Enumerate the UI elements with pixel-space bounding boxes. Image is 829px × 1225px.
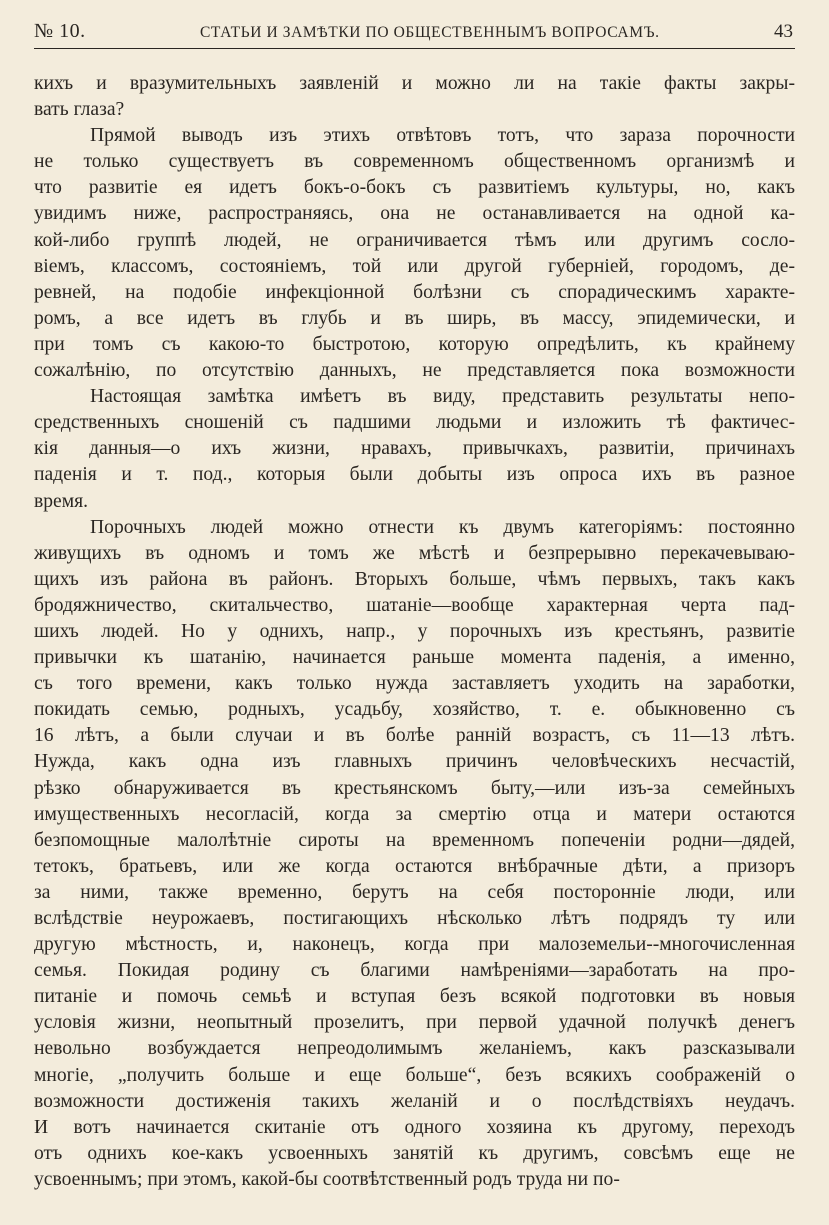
text-line: усвоеннымъ; при этомъ, какой-бы соотвѣтственный родъ труда ни по- <box>34 1168 620 1190</box>
text-line: віемъ, классомъ, состояніемъ, той или другой губерніей, городомъ, де- <box>34 255 795 277</box>
text-line: за ними, также временно, берутъ на себя посторонніе люди, или <box>34 881 795 903</box>
text-line: безпомощные малолѣтніе сироты на временномъ попеченіи родни—дядей, <box>34 829 795 851</box>
running-header <box>34 20 795 49</box>
text-line: средственныхъ сношеній съ падшими людьми и изложить тѣ фактичес- <box>34 412 795 434</box>
text-line: ревней, на подобіе инфекціонной болѣзни съ спорадическимъ характе- <box>34 281 795 303</box>
section-title: СТАТЬИ И ЗАМѢТКИ ПО ОБЩЕСТВЕННЫМЪ ВОПРОСАМЪ. <box>199 24 660 41</box>
text-line: живущихъ въ одномъ и томъ же мѣстѣ и безпрерывно перекачевываю- <box>34 542 795 564</box>
text-line: не только существуетъ въ современномъ общественномъ организмѣ и <box>34 151 795 173</box>
text-line: Порочныхъ людей можно отнести къ двумъ категоріямъ: постоянно <box>90 516 795 538</box>
text-line: увидимъ ниже, распространяясь, она не останавливается на одной ка- <box>34 203 795 225</box>
text-line: 16 лѣтъ, а были случаи и въ болѣе ранній возрастъ, съ 11—13 лѣтъ. <box>34 725 795 747</box>
text-line: рѣзко обнаруживается въ крестьянскомъ быту,—или изъ-за семейныхъ <box>34 777 795 799</box>
paragraph <box>34 123 795 384</box>
text-line: Нужда, какъ одна изъ главныхъ причинъ человѣческихъ несчастій, <box>34 751 795 773</box>
text-line: семья. Покидая родину съ благими намѣреніями—заработать на про- <box>34 960 795 982</box>
text-line: вать глаза? <box>34 99 125 121</box>
text-line: щихъ изъ района въ районъ. Вторыхъ больше, чѣмъ первыхъ, такъ какъ <box>34 568 795 590</box>
text-line: отъ однихъ кое-какъ усвоенныхъ занятій къ другимъ, совсѣмъ еще не <box>34 1142 795 1164</box>
text-line: другую мѣстность, и, наконецъ, когда при малоземельи--многочисленная <box>34 934 795 956</box>
text-line: время. <box>34 490 89 512</box>
article-body <box>34 71 795 1193</box>
text-line: покидать семью, родныхъ, усадьбу, хозяйство, т. е. обыкновенно съ <box>34 699 795 721</box>
issue-number: № 10. <box>34 20 86 42</box>
page-number: 43 <box>774 21 793 42</box>
text-line: И вотъ начинается скитаніе отъ одного хозяина къ другому, переходъ <box>34 1116 795 1138</box>
text-line: кія данныя—о ихъ жизни, нравахъ, привычкахъ, развитіи, причинахъ <box>34 438 795 460</box>
text-line: съ того времени, какъ только нужда заставляетъ уходить на заработки, <box>34 673 795 695</box>
text-line: кихъ и вразумительныхъ заявленій и можно ли на такіе факты закры- <box>34 73 795 94</box>
paragraph <box>34 71 795 123</box>
text-line: многіе, „получить больше и еще больше“, безъ всякихъ соображеній о <box>34 1064 795 1086</box>
text-line: что развитіе ея идетъ бокъ-о-бокъ съ развитіемъ культуры, но, какъ <box>34 177 795 199</box>
text-line: Прямой выводъ изъ этихъ отвѣтовъ тотъ, что зараза порочности <box>90 125 795 147</box>
text-line: невольно возбуждается непреодолимымъ желаніемъ, какъ разсказывали <box>34 1038 795 1060</box>
text-line: шихъ людей. Но у однихъ, напр., у порочныхъ изъ крестьянъ, развитіе <box>34 620 795 642</box>
text-line: тетокъ, братьевъ, или же когда остаются внѣбрачные дѣти, а призоръ <box>34 855 795 877</box>
text-line: бродяжничество, скитальчество, шатаніе—вообще характерная черта пад- <box>34 594 795 616</box>
text-line: кой-либо группѣ людей, не ограничивается тѣмъ или другимъ сосло- <box>34 229 795 251</box>
text-line: сожалѣнію, по отсутствію данныхъ, не представляется пока возможности <box>34 360 795 382</box>
paragraph <box>34 384 795 514</box>
text-line: паденія и т. под., которыя были добыты изъ опроса ихъ въ разное <box>34 464 795 486</box>
text-line: ромъ, а все идетъ въ глубь и въ ширь, въ массу, эпидемически, и <box>34 307 795 329</box>
text-line: привычки къ шатанію, начинается раньше момента паденія, а именно, <box>34 647 795 669</box>
text-line: при томъ съ какою-то быстротою, которую опредѣлить, къ крайнему <box>34 333 795 355</box>
text-line: имущественныхъ несогласій, когда за смертію отца и матери остаются <box>34 803 795 825</box>
text-line: Настоящая замѣтка имѣетъ въ виду, представить результаты непо- <box>90 386 795 408</box>
text-line: питаніе и помочь семьѣ и вступая безъ всякой подготовки въ новыя <box>34 986 795 1008</box>
text-line: условія жизни, неопытный прозелитъ, при первой удачной получкѣ денегъ <box>34 1012 795 1034</box>
text-line: возможности достиженія такихъ желаній и о послѣдствіяхъ неудачъ. <box>34 1090 795 1112</box>
text-line: вслѣдствіе неурожаевъ, постигающихъ нѣсколько лѣтъ подрядъ ту или <box>34 908 795 929</box>
paragraph <box>34 515 795 1193</box>
